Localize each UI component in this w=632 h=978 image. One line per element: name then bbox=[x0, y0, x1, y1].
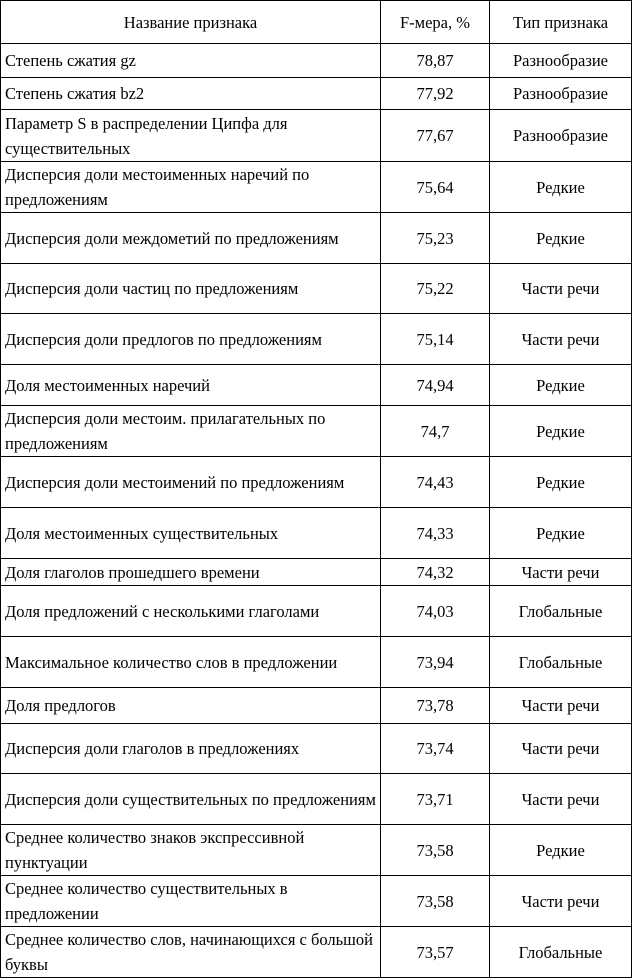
table-row bbox=[1, 927, 632, 978]
feature-name: Максимальное количество слов в предложении bbox=[1, 637, 381, 688]
feature-name: Доля местоименных наречий bbox=[1, 365, 381, 406]
table-row bbox=[1, 637, 632, 688]
f-measure-value: 73,58 bbox=[381, 825, 490, 876]
f-measure-value: 74,7 bbox=[381, 406, 490, 457]
f-measure-value: 73,78 bbox=[381, 688, 490, 724]
feature-name: Среднее количество слов, начинающихся с большой буквы bbox=[1, 927, 381, 978]
feature-type: Части речи bbox=[490, 724, 632, 774]
header-feature-type: Тип признака bbox=[490, 1, 632, 44]
feature-type: Глобальные bbox=[490, 586, 632, 637]
f-measure-value: 73,58 bbox=[381, 876, 490, 927]
feature-type: Редкие bbox=[490, 406, 632, 457]
feature-type: Разнообразие bbox=[490, 110, 632, 162]
f-measure-value: 73,94 bbox=[381, 637, 490, 688]
table-row bbox=[1, 457, 632, 508]
table-row bbox=[1, 508, 632, 559]
table-row bbox=[1, 314, 632, 365]
feature-type: Части речи bbox=[490, 876, 632, 927]
feature-type: Разнообразие bbox=[490, 44, 632, 78]
f-measure-value: 74,32 bbox=[381, 559, 490, 586]
feature-name: Дисперсия доли местоим. прилагательных по предложениям bbox=[1, 406, 381, 457]
feature-type: Глобальные bbox=[490, 927, 632, 978]
feature-name: Дисперсия доли существительных по предложениям bbox=[1, 774, 381, 825]
feature-type: Части речи bbox=[490, 314, 632, 365]
feature-type: Редкие bbox=[490, 162, 632, 213]
table-row bbox=[1, 110, 632, 162]
f-measure-value: 74,43 bbox=[381, 457, 490, 508]
table-row bbox=[1, 365, 632, 406]
feature-type: Части речи bbox=[490, 264, 632, 314]
f-measure-value: 77,67 bbox=[381, 110, 490, 162]
table-row bbox=[1, 213, 632, 264]
table-row bbox=[1, 264, 632, 314]
feature-type: Редкие bbox=[490, 825, 632, 876]
feature-name: Степень сжатия bz2 bbox=[1, 78, 381, 110]
f-measure-value: 75,23 bbox=[381, 213, 490, 264]
feature-type: Части речи bbox=[490, 559, 632, 586]
feature-name: Среднее количество знаков экспрессивной пунктуации bbox=[1, 825, 381, 876]
feature-name: Дисперсия доли междометий по предложениям bbox=[1, 213, 381, 264]
f-measure-value: 74,33 bbox=[381, 508, 490, 559]
table-row bbox=[1, 688, 632, 724]
table-row bbox=[1, 825, 632, 876]
feature-name: Дисперсия доли местоимений по предложениям bbox=[1, 457, 381, 508]
feature-type: Редкие bbox=[490, 508, 632, 559]
feature-name: Дисперсия доли предлогов по предложениям bbox=[1, 314, 381, 365]
f-measure-value: 77,92 bbox=[381, 78, 490, 110]
f-measure-value: 73,71 bbox=[381, 774, 490, 825]
feature-type: Редкие bbox=[490, 365, 632, 406]
f-measure-value: 75,14 bbox=[381, 314, 490, 365]
feature-type: Редкие bbox=[490, 213, 632, 264]
f-measure-value: 75,22 bbox=[381, 264, 490, 314]
f-measure-value: 73,74 bbox=[381, 724, 490, 774]
feature-name: Доля местоименных существительных bbox=[1, 508, 381, 559]
feature-name: Параметр S в распределении Ципфа для существительных bbox=[1, 110, 381, 162]
f-measure-value: 73,57 bbox=[381, 927, 490, 978]
feature-type: Части речи bbox=[490, 688, 632, 724]
feature-type: Редкие bbox=[490, 457, 632, 508]
feature-name: Дисперсия доли частиц по предложениям bbox=[1, 264, 381, 314]
feature-type: Разнообразие bbox=[490, 78, 632, 110]
feature-name: Доля предложений с несколькими глаголами bbox=[1, 586, 381, 637]
feature-type: Части речи bbox=[490, 774, 632, 825]
table-row bbox=[1, 78, 632, 110]
table-row bbox=[1, 586, 632, 637]
table-row bbox=[1, 559, 632, 586]
table-row bbox=[1, 876, 632, 927]
header-feature-name: Название признака bbox=[1, 1, 381, 44]
feature-name: Доля предлогов bbox=[1, 688, 381, 724]
table-row bbox=[1, 724, 632, 774]
feature-name: Среднее количество существительных в предложении bbox=[1, 876, 381, 927]
feature-name: Дисперсия доли глаголов в предложениях bbox=[1, 724, 381, 774]
feature-name: Степень сжатия gz bbox=[1, 44, 381, 78]
feature-name: Дисперсия доли местоименных наречий по предложениям bbox=[1, 162, 381, 213]
table-row bbox=[1, 162, 632, 213]
feature-type: Глобальные bbox=[490, 637, 632, 688]
table-row bbox=[1, 406, 632, 457]
feature-name: Доля глаголов прошедшего времени bbox=[1, 559, 381, 586]
table-row bbox=[1, 44, 632, 78]
f-measure-value: 74,03 bbox=[381, 586, 490, 637]
header-row bbox=[1, 1, 632, 44]
header-f-measure: F-мера, % bbox=[381, 1, 490, 44]
table-row bbox=[1, 774, 632, 825]
f-measure-value: 75,64 bbox=[381, 162, 490, 213]
f-measure-value: 78,87 bbox=[381, 44, 490, 78]
f-measure-value: 74,94 bbox=[381, 365, 490, 406]
